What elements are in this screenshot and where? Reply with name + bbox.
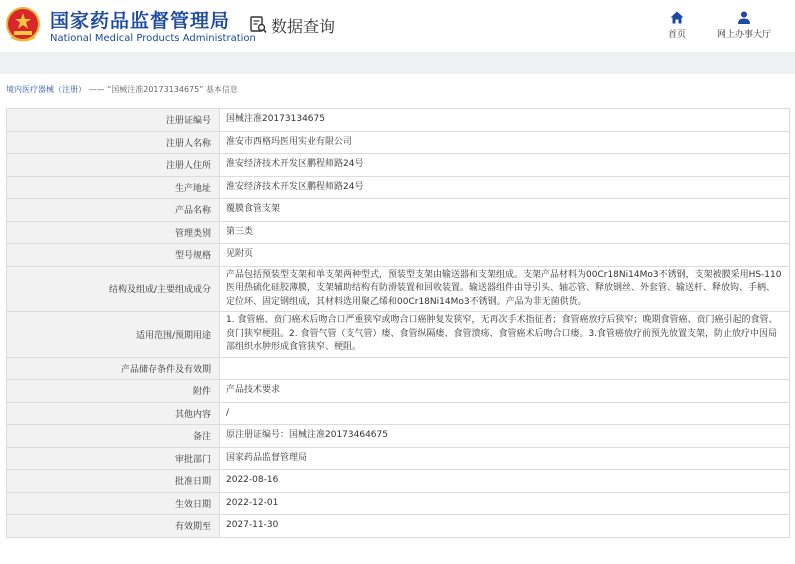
site-header xyxy=(0,0,795,52)
field-label: 管理类别 xyxy=(7,221,220,244)
field-value xyxy=(220,357,790,380)
field-label: 型号规格 xyxy=(7,244,220,267)
table-row xyxy=(7,176,790,199)
table-row xyxy=(7,244,790,267)
field-value: 淮安市西格玛医用实业有限公司 xyxy=(220,131,790,154)
field-label: 备注 xyxy=(7,425,220,448)
table-row xyxy=(7,221,790,244)
field-label: 其他内容 xyxy=(7,402,220,425)
table-row xyxy=(7,357,790,380)
table-row xyxy=(7,492,790,515)
field-value: 见附页 xyxy=(220,244,790,267)
field-label: 产品名称 xyxy=(7,199,220,222)
field-label: 产品储存条件及有效期 xyxy=(7,357,220,380)
user-icon xyxy=(737,11,751,24)
field-label: 审批部门 xyxy=(7,447,220,470)
field-value: 2027-11-30 xyxy=(220,515,790,538)
table-row xyxy=(7,470,790,493)
document-search-icon xyxy=(250,16,267,34)
table-row xyxy=(7,380,790,403)
table-row xyxy=(7,447,790,470)
field-label: 附件 xyxy=(7,380,220,403)
nav-home-label: 首页 xyxy=(667,30,686,40)
field-value: 淮安经济技术开发区鹏程师路24号 xyxy=(220,154,790,177)
field-label: 注册人名称 xyxy=(7,131,220,154)
national-emblem-icon xyxy=(6,7,40,43)
field-value: 1. 食管癌、贲门癌术后吻合口严重狭窄或吻合口癌肿复发狭窄，无再次手术指征者；食管癌放疗后狭窄；晚期食管癌、贲门癌引起的食管、贲门狭窄梗阻。2. 食管气管（支气管）瘘、食管纵隔瘘、食管溃疡、食管癌术后吻合口瘘。3.食管癌放疗前预先放置支架，防止放疗中因局部组织水肿形成食管狭窄、梗阻。 xyxy=(220,312,790,358)
field-value: 2022-08-16 xyxy=(220,470,790,493)
field-value: 国械注准20173134675 xyxy=(220,109,790,132)
nav-home[interactable] xyxy=(664,11,690,40)
field-value: 淮安经济技术开发区鹏程师路24号 xyxy=(220,176,790,199)
nav-online-office[interactable] xyxy=(712,11,776,40)
field-value: 国家药品监督管理局 xyxy=(220,447,790,470)
breadcrumb xyxy=(6,84,238,95)
field-label: 有效期至 xyxy=(7,515,220,538)
breadcrumb-link-category[interactable]: 境内医疗器械（注册） xyxy=(6,85,86,94)
field-label: 结构及组成/主要组成成分 xyxy=(7,266,220,312)
field-value: 原注册证编号：国械注准20173464675 xyxy=(220,425,790,448)
field-value: / xyxy=(220,402,790,425)
field-label: 生产地址 xyxy=(7,176,220,199)
field-label: 注册证编号 xyxy=(7,109,220,132)
field-label: 适用范围/预期用途 xyxy=(7,312,220,358)
table-row xyxy=(7,154,790,177)
field-value: 2022-12-01 xyxy=(220,492,790,515)
nav-online-office-label: 网上办事大厅 xyxy=(716,30,771,40)
breadcrumb-separator: —— xyxy=(86,85,108,94)
field-value: 覆膜食管支架 xyxy=(220,199,790,222)
field-value: 产品技术要求 xyxy=(220,380,790,403)
field-value: 产品包括预装型支架和单支架两种型式，预装型支架由输送器和支架组成。支架产品材料为00Cr18Ni14Mo3不锈钢，支架被膜采用HS-110医用热硫化硅胶薄膜，支架辅助结构有防滑装置和回收装置。输送器组件由导引头、轴芯管、释放钢丝、外套管、输送杆、释放钩、手柄、定位环、固定钢组成，其材料选用聚乙烯和00Cr18Ni14Mo3不锈钢。产品为非无菌供货。 xyxy=(220,266,790,312)
field-label: 批准日期 xyxy=(7,470,220,493)
agency-name-chinese: 国家药品监督管理局 xyxy=(50,10,231,32)
detail-table-container xyxy=(6,108,790,538)
table-row xyxy=(7,131,790,154)
table-row xyxy=(7,515,790,538)
table-row xyxy=(7,312,790,358)
table-row xyxy=(7,109,790,132)
field-label: 注册人住所 xyxy=(7,154,220,177)
agency-name-english: National Medical Products Administration xyxy=(50,33,256,44)
table-row xyxy=(7,199,790,222)
table-row xyxy=(7,266,790,312)
table-row xyxy=(7,402,790,425)
breadcrumb-current: “国械注准20173134675” 基本信息 xyxy=(107,85,238,94)
header-divider-band xyxy=(0,52,795,74)
field-label: 生效日期 xyxy=(7,492,220,515)
field-value: 第三类 xyxy=(220,221,790,244)
table-row xyxy=(7,425,790,448)
page-title: 数据查询 xyxy=(271,17,336,36)
registration-detail-table xyxy=(6,108,790,538)
home-icon xyxy=(670,11,684,24)
